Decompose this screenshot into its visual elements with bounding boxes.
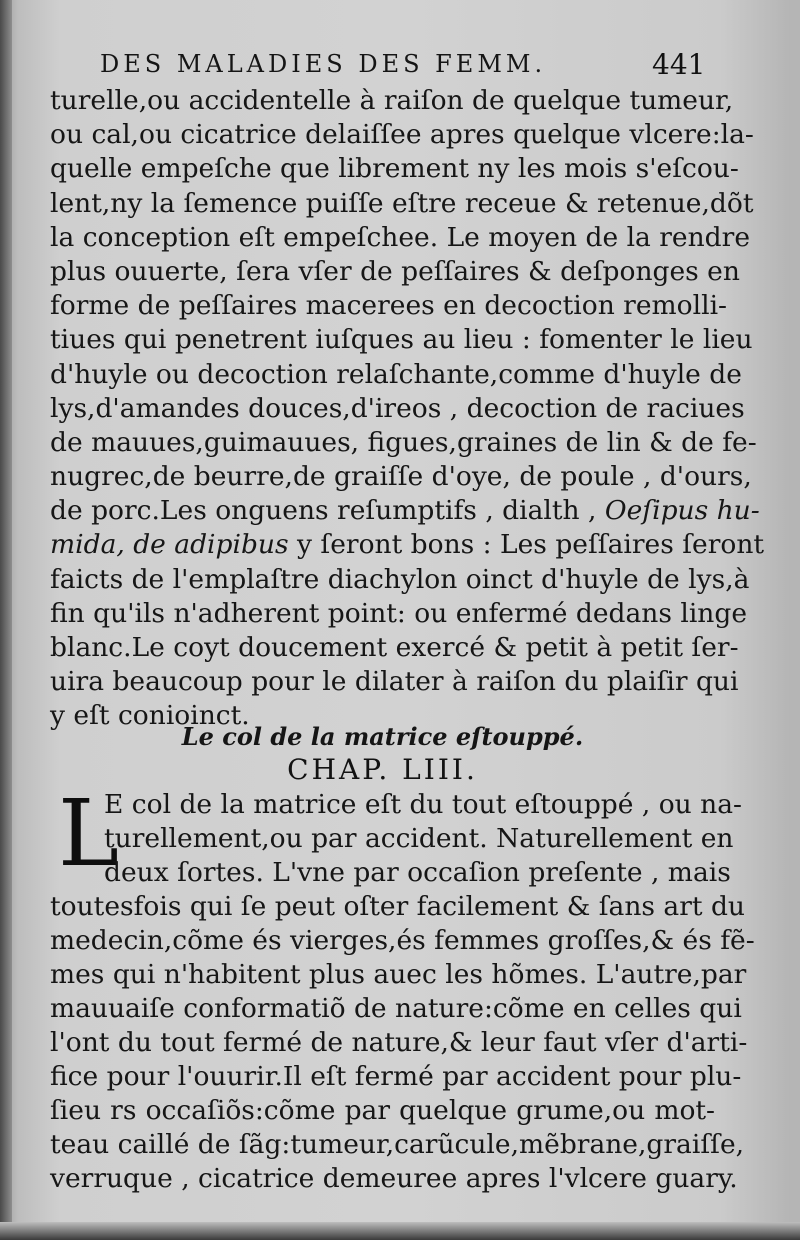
text-line: ſieu rs occaſiõs:cõme par quelque grume,ou mot- (50, 1095, 715, 1126)
text-line: uira beaucoup pour le dilater à raiſon du plaiſir qui (50, 666, 739, 698)
page-number: 441 (652, 48, 706, 81)
text-line: mes qui n'habitent plus auec les hõmes. L'autre,par (50, 959, 747, 990)
text-line: forme de peſſaires macerees en decoction remolli- (50, 290, 727, 322)
text-line: faicts de l'emplaſtre diachylon oinct d'huyle de lys,à (50, 563, 750, 595)
text-line: verruque , cicatrice demeuree apres l'vlcere guary. (50, 1163, 738, 1194)
page-bottom-shadow (0, 1222, 800, 1240)
text-line (50, 528, 765, 562)
latin-italic-text: Oeſipus hu- (604, 495, 760, 527)
text-line: lys,d'amandes douces,d'ireos , decoction de raciues (50, 392, 745, 424)
section-subtitle: Le col de la matrice eſtouppé. (181, 722, 584, 751)
page-header (100, 48, 720, 88)
text-line: quelle empeſche que librement ny les mois s'eſcou- (50, 153, 739, 185)
text-line: medecin,cõme és vierges,és femmes groſſes,& és fẽ- (50, 925, 755, 956)
text-line: teau caillé de ſãg:tumeur,carũcule,mẽbrane,graiſſe, (50, 1129, 745, 1160)
latin-italic-text: mida, de adipibus (50, 529, 289, 561)
text-line: fin qu'ils n'adherent point: ou enfermé dedans linge (50, 597, 748, 629)
text-segment: y ſeront bons : Les peſſaires ſeront (288, 529, 765, 561)
text-line: nugrec,de beurre,de graiſſe d'oye, de poule , d'ours, (50, 461, 752, 493)
text-line: y eſt conioinct. (50, 700, 250, 732)
drop-cap: L (58, 780, 120, 887)
text-line (50, 494, 760, 528)
text-line: d'huyle ou decoction relaſchante,comme d'huyle de (50, 358, 742, 390)
running-title: DES MALADIES DES FEMM. (100, 50, 547, 78)
text-line: blanc.Le coyt doucement exercé & petit à petit ſer- (50, 632, 739, 663)
paragraph-1 (50, 84, 765, 734)
text-line: E col de la matrice eſt du tout eſtouppé , ou na- (104, 789, 742, 820)
text-line: mauuaiſe conformatiõ de nature:cõme en celles qui (50, 993, 742, 1024)
text-line: fice pour l'ouurir.Il eſt fermé par accident pour plu- (50, 1061, 742, 1092)
text-line: turelle,ou accidentelle à raiſon de quelque tumeur, (50, 85, 734, 116)
chapter-heading: CHAP. LIII. (287, 753, 478, 786)
text-line: deux ſortes. L'vne par occaſion preſente , mais (104, 857, 731, 888)
text-line: ou cal,ou cicatrice delaiſſee apres quelque vlcere:la- (50, 119, 754, 151)
text-line: turellement,ou par accident. Naturellement en (104, 823, 734, 854)
text-line: de mauues,guimauues, figues,graines de lin & de fe- (50, 426, 757, 458)
page-gutter-shadow (0, 0, 12, 1240)
text-segment: de porc.Les onguens reſumptifs , dialth , (50, 495, 605, 527)
text-line: la conception eſt empeſchee. Le moyen de la rendre (50, 221, 750, 253)
text-line: plus ouuerte, ſera vſer de peſſaires & deſponges en (50, 255, 740, 287)
text-line: toutesfois qui ſe peut oſter facilement & ſans art du (50, 891, 745, 922)
text-line: l'ont du tout fermé de nature,& leur faut vſer d'arti- (50, 1027, 748, 1058)
text-line: lent,ny la ſemence puiſſe eſtre receue & retenue,dõt (50, 187, 754, 219)
text-line: tiues qui penetrent iuſques au lieu : fomenter le lieu (50, 324, 753, 356)
